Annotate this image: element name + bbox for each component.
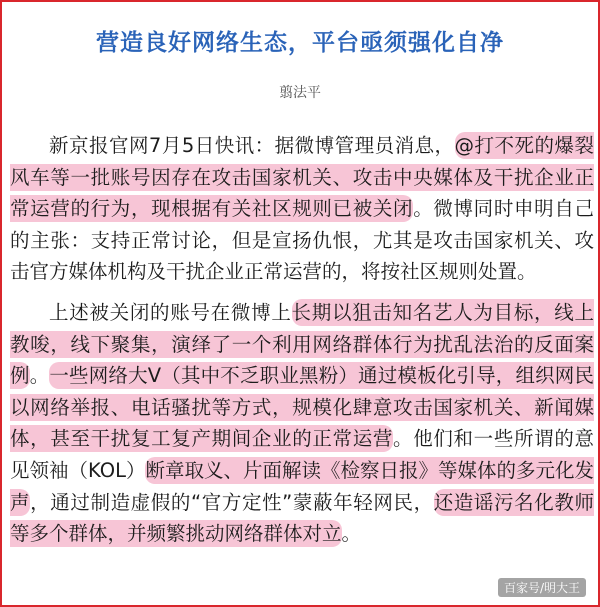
text-segment: 。微博同时申明自己的主张：支持正常讨论，但是宣扬仇恨，尤其是攻击国家机关、攻击官方媒体机构及干扰企业正常运营的，将按社区规则处置。 <box>10 197 594 284</box>
highlighted-text: @打不死的爆裂风车等一批账号因存在攻击国家机关、攻击中央媒体及干扰企业正常运营的行为，现根据有关社区规则已被关闭 <box>10 134 594 221</box>
article-title: 营造良好网络生态，平台亟须强化自净 <box>96 30 504 56</box>
text-segment: 。 <box>341 522 362 546</box>
article-body <box>10 130 594 550</box>
highlighted-text: 长期以狙击知名艺人为目标，线上教唆，线下聚集，演绎了一个利用网络群体行为扰乱法治的反面案例 <box>10 300 594 388</box>
highlighted-text: 还造谣污名化教师等多个群体，并频繁挑动网络群体对立 <box>10 490 594 546</box>
highlighted-text: 一些网络大V（其中不乏职业黑粉）通过模板化引导，组织网民以网络举报、电话骚扰等方式，规模化肆意攻击国家机关、新闻媒体，甚至干扰复工复产期间企业的正常运营 <box>10 364 594 451</box>
text-segment: 上述被关闭的账号在微博上 <box>49 300 292 324</box>
paragraph-2 <box>10 297 594 550</box>
text-segment: ，通过制造虚假的“官方定性”蒙蔽年轻网民， <box>30 490 434 514</box>
watermark-label: 百家号/明大王 <box>498 578 586 597</box>
article-author: 翦法平 <box>279 85 321 101</box>
paragraph-1 <box>10 130 594 288</box>
text-segment: 。他们和一些所谓的意见领袖（KOL） <box>10 427 594 482</box>
text-segment: 。 <box>29 364 50 388</box>
text-segment: 新京报官网7月5日快讯：据微博管理员消息， <box>49 134 455 157</box>
highlighted-text: 断章取义、片面解读《检察日报》等媒体的多元化发声 <box>10 458 594 514</box>
